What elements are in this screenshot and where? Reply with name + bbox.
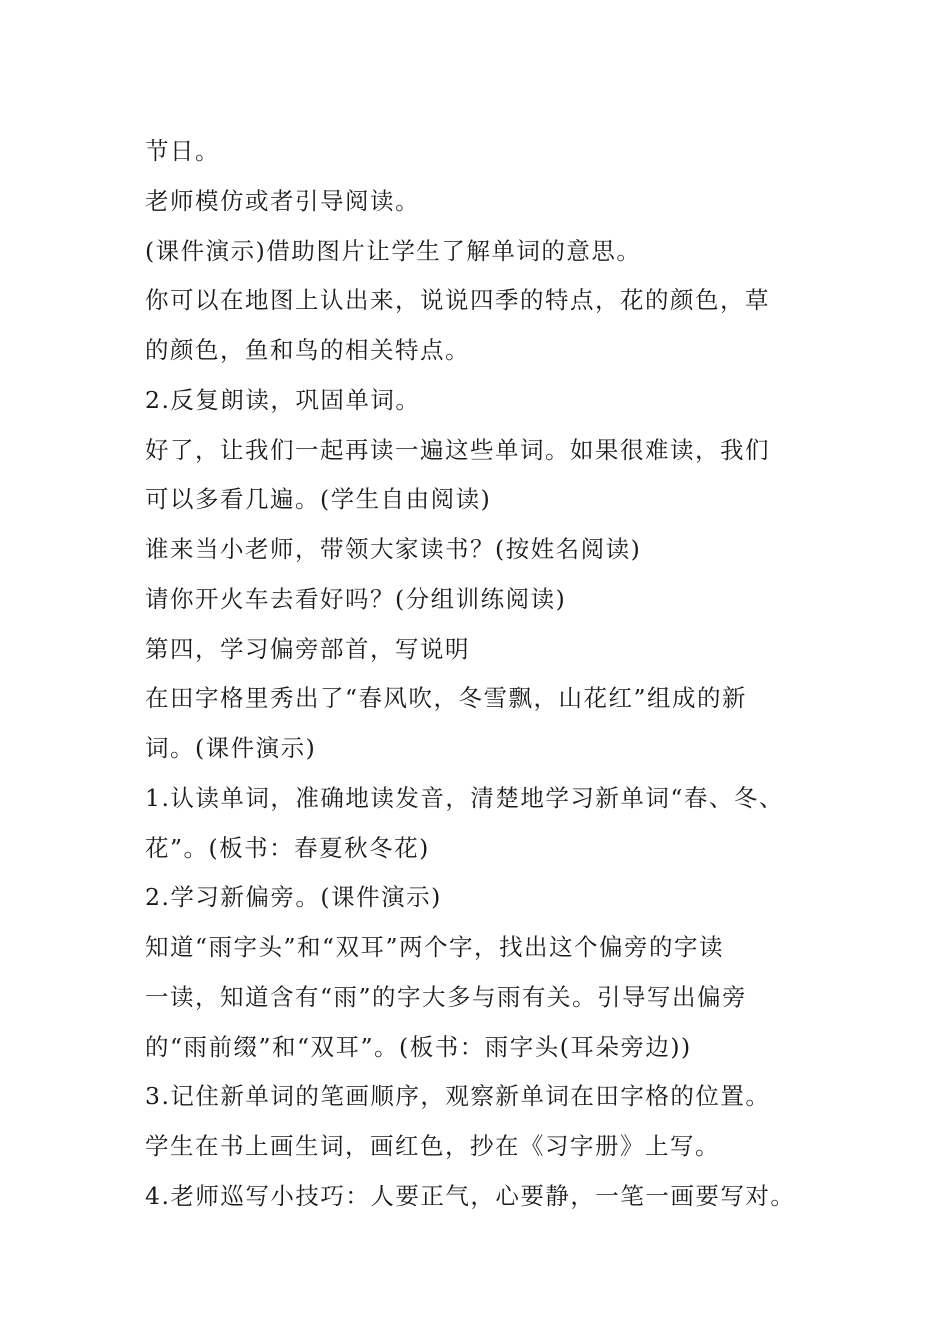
text-line: 可以多看几遍。(学生自由阅读): [145, 485, 492, 513]
text-line: 谁来当小老师，带领大家读书？(按姓名阅读): [145, 535, 642, 563]
text-line: 请你开火车去看好吗？(分组训练阅读): [145, 585, 567, 613]
text-line: 节日。: [145, 137, 220, 165]
text-line: 2.学习新偏旁。(课件演示): [145, 883, 442, 911]
text-line: 老师模仿或者引导阅读。: [145, 187, 420, 215]
text-line: 学生在书上画生词，画红色，抄在《习字册》上写。: [145, 1132, 720, 1160]
text-line: 4.老师巡写小技巧：人要正气，心要静，一笔一画要写对。: [145, 1182, 796, 1210]
text-line: 2.反复朗读，巩固单词。: [145, 386, 421, 414]
text-line: 的“雨前缀”和“双耳”。(板书：雨字头(耳朵旁边)): [145, 1033, 692, 1061]
text-line: 你可以在地图上认出来，说说四季的特点，花的颜色，草: [145, 286, 770, 314]
text-line: 在田字格里秀出了“春风吹，冬雪飘，山花红”组成的新: [145, 684, 748, 712]
text-line: 3.记住新单词的笔画顺序，观察新单词在田字格的位置。: [145, 1082, 771, 1110]
text-line: 词。(课件演示): [145, 734, 317, 762]
text-line: 的颜色，鱼和鸟的相关特点。: [145, 336, 470, 364]
text-line: 一读，知道含有“雨”的字大多与雨有关。引导写出偏旁: [145, 983, 748, 1011]
text-line: 好了，让我们一起再读一遍这些单词。如果很难读，我们: [145, 436, 770, 464]
text-line: 知道“雨字头”和“双耳”两个字，找出这个偏旁的字读: [145, 933, 725, 961]
text-line: (课件演示)借助图片让学生了解单词的意思。: [145, 237, 642, 265]
text-line: 第四，学习偏旁部首，写说明: [145, 635, 470, 663]
text-line: 花”。(板书：春夏秋冬花): [145, 834, 430, 862]
text-line: 1.认读单词，准确地读发音，清楚地学习新单词“春、冬、: [145, 784, 784, 812]
